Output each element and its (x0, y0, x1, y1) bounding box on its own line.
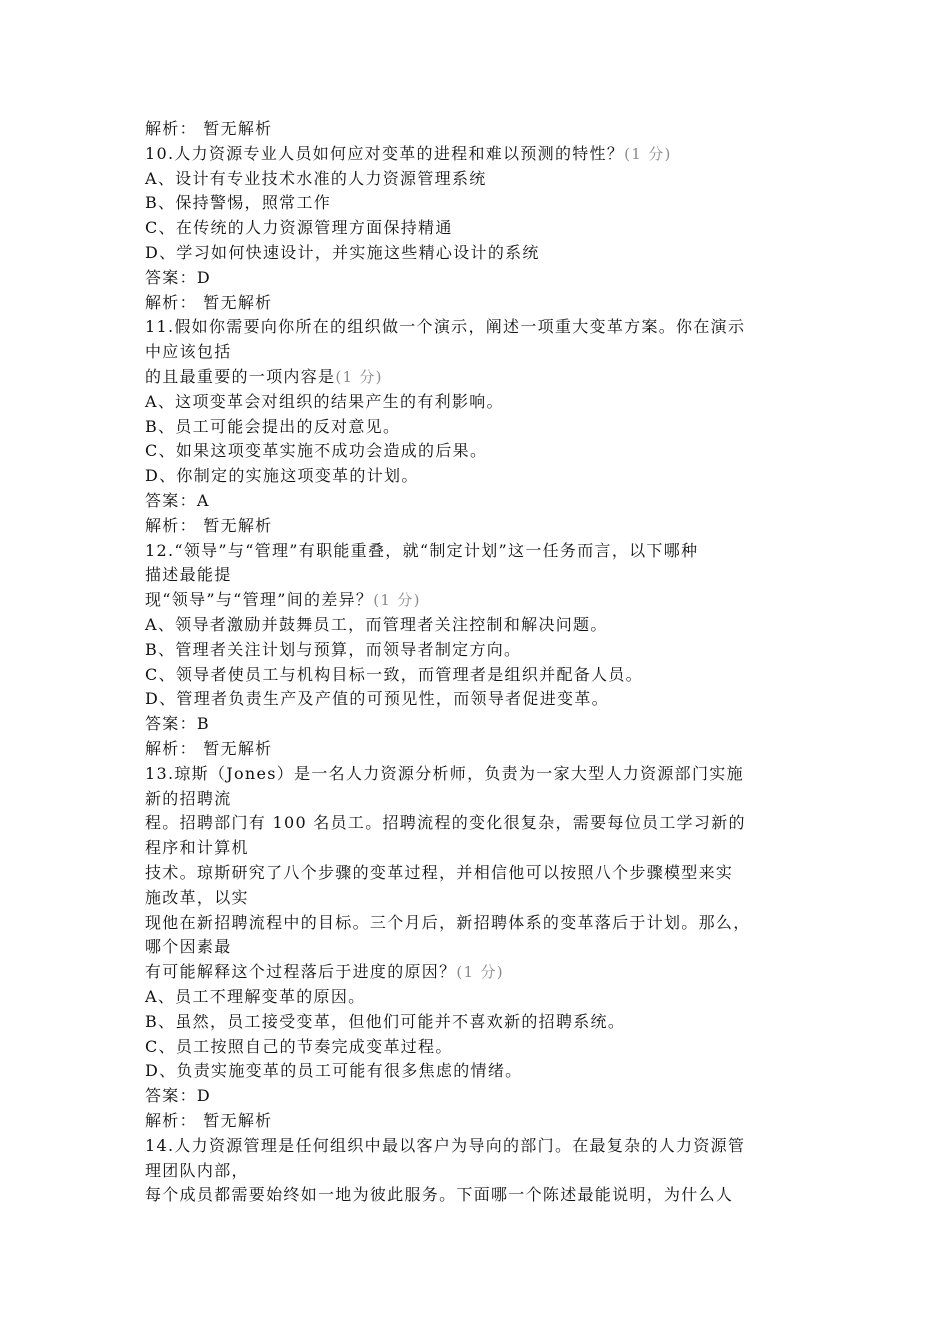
q13-stem-9-text: 有可能解释这个过程落后于进度的原因？ (145, 962, 457, 982)
q13-option-d (145, 1059, 815, 1083)
q13-stem-9 (145, 960, 815, 984)
q12-answer-text: 答案：B (145, 714, 210, 734)
q10-option-d-text: D、学习如何快速设计，并实施这些精心设计的系统 (145, 243, 540, 262)
q11-stem-2 (145, 340, 815, 364)
q14-stem-2-text: 理团队内部， (145, 1160, 249, 1180)
q14-stem-1 (145, 1134, 815, 1158)
q12-option-a-text: A、领导者激励并鼓舞员工，而管理者关注控制和解决问题。 (145, 615, 608, 634)
analysis-9 (145, 117, 815, 141)
q13-stem-8 (145, 935, 815, 959)
q11-stem-1-text: 11.假如你需要向你所在的组织做一个演示，阐述一项重大变革方案。你在演示 (145, 317, 746, 337)
q11-analysis-text: 解析： 暂无解析 (145, 515, 273, 535)
q13-option-b (145, 1010, 815, 1034)
q13-stem-3 (145, 811, 815, 835)
q13-stem-9-score: (1 分) (456, 963, 504, 982)
q13-stem-4-text: 程序和计算机 (145, 838, 249, 858)
q13-stem-5-text: 技术。琼斯研究了八个步骤的变革过程，并相信他可以按照八个步骤模型来实 (145, 863, 734, 882)
q11-option-d-text: D、你制定的实施这项变革的计划。 (145, 466, 419, 486)
q10-option-b-text: B、保持警惕，照常工作 (145, 193, 332, 213)
q11-answer-text: 答案：A (145, 491, 210, 510)
q13-analysis-text: 解析： 暂无解析 (145, 1111, 273, 1130)
q11-option-b (145, 415, 815, 439)
q14-stem-3-text: 每个成员都需要始终如一地为彼此服务。下面哪一个陈述最能说明，为什么人 (145, 1185, 734, 1205)
q12-answer (145, 712, 815, 736)
analysis-9-text: 解析： 暂无解析 (145, 119, 273, 138)
q11-stem-3-score: (1 分) (335, 368, 383, 386)
q10-stem (145, 142, 815, 166)
q12-option-c-text: C、领导者使员工与机构目标一致，而管理者是组织并配备人员。 (145, 664, 643, 684)
q13-option-b-text: B、虽然，员工接受变革，但他们可能并不喜欢新的招聘系统。 (145, 1011, 626, 1031)
q12-option-d (145, 687, 815, 711)
q11-stem-3-text: 的且最重要的一项内容是 (145, 367, 336, 386)
q10-analysis (145, 291, 815, 315)
q13-stem-7 (145, 911, 815, 935)
q13-answer-text: 答案：D (145, 1086, 212, 1106)
q11-option-d (145, 464, 815, 488)
q12-stem-2 (145, 563, 815, 587)
q10-option-d (145, 241, 815, 265)
q12-stem-3-text: 现“领导”与“管理”间的差异？ (145, 590, 374, 610)
q12-option-a (145, 613, 815, 637)
q12-option-b (145, 638, 815, 662)
q11-option-a-text: A、这项变革会对组织的结果产生的有利影响。 (145, 391, 504, 411)
q13-stem-2-text: 新的招聘流 (145, 788, 232, 808)
q13-option-a (145, 985, 815, 1009)
q11-stem-3 (145, 365, 815, 389)
q10-answer-text: 答案：D (145, 267, 212, 287)
q13-stem-5 (145, 861, 815, 885)
q13-stem-6 (145, 886, 815, 910)
q12-stem-1-text: 12.“领导”与“管理”有职能重叠，就“制定计划”这一任务而言，以下哪种 (145, 540, 699, 560)
q12-option-c (145, 663, 815, 687)
q13-stem-4 (145, 836, 815, 860)
q12-stem-2-text: 描述最能提 (145, 565, 232, 585)
q10-stem-score: (1 分) (624, 144, 672, 163)
q12-stem-3 (145, 588, 815, 612)
q13-stem-1 (145, 762, 815, 786)
q12-stem-1 (145, 539, 815, 563)
q11-option-c (145, 439, 815, 463)
q13-answer (145, 1084, 815, 1108)
q13-stem-2 (145, 787, 815, 811)
q12-option-b-text: B、管理者关注计划与预算，而领导者制定方向。 (145, 639, 522, 659)
q13-analysis (145, 1109, 815, 1133)
q11-analysis (145, 514, 815, 538)
q11-stem-2-text: 中应该包括 (145, 342, 232, 362)
q13-option-a-text: A、员工不理解变革的原因。 (145, 987, 366, 1006)
q14-stem-2 (145, 1159, 815, 1183)
q11-option-b-text: B、员工可能会提出的反对意见。 (145, 416, 401, 436)
q11-option-c-text: C、如果这项变革实施不成功会造成的后果。 (145, 441, 488, 461)
q10-option-c-text: C、在传统的人力资源管理方面保持精通 (145, 218, 453, 238)
q13-stem-6-text: 施改革，以实 (145, 887, 249, 907)
q12-stem-3-score: (1 分) (373, 591, 421, 610)
q14-stem-3 (145, 1183, 815, 1207)
q13-stem-7-text: 现他在新招聘流程中的目标。三个月后，新招聘体系的变革落后于计划。那么， (145, 912, 751, 932)
q10-stem-text: 10.人力资源专业人员如何应对变革的进程和难以预测的特性？ (145, 143, 625, 163)
q10-option-a-text: A、设计有专业技术水准的人力资源管理系统 (145, 168, 487, 188)
q10-option-b (145, 191, 815, 215)
q13-option-c-text: C、员工按照自己的节奏完成变革过程。 (145, 1036, 453, 1056)
q10-option-c (145, 216, 815, 240)
q11-option-a (145, 390, 815, 414)
q12-option-d-text: D、管理者负责生产及产值的可预见性，而领导者促进变革。 (145, 689, 609, 709)
q13-stem-3-text: 程。招聘部门有 100 名员工。招聘流程的变化很复杂，需要每位员工学习新的 (145, 813, 746, 833)
q13-stem-8-text: 哪个因素最 (145, 937, 232, 957)
q13-stem-1-text: 13.琼斯（Jones）是一名人力资源分析师，负责为一家大型人力资源部门实施 (145, 763, 744, 783)
q14-stem-1-text: 14.人力资源管理是任何组织中最以客户为导向的部门。在最复杂的人力资源管 (145, 1135, 746, 1155)
q12-analysis-text: 解析： 暂无解析 (145, 739, 273, 758)
q11-stem-1 (145, 315, 815, 339)
q11-answer (145, 489, 815, 513)
q13-option-d-text: D、负责实施变革的员工可能有很多焦虑的情绪。 (145, 1061, 523, 1081)
q10-answer (145, 266, 815, 290)
q10-analysis-text: 解析： 暂无解析 (145, 292, 273, 312)
q13-option-c (145, 1035, 815, 1059)
q10-option-a (145, 167, 815, 191)
q12-analysis (145, 737, 815, 761)
